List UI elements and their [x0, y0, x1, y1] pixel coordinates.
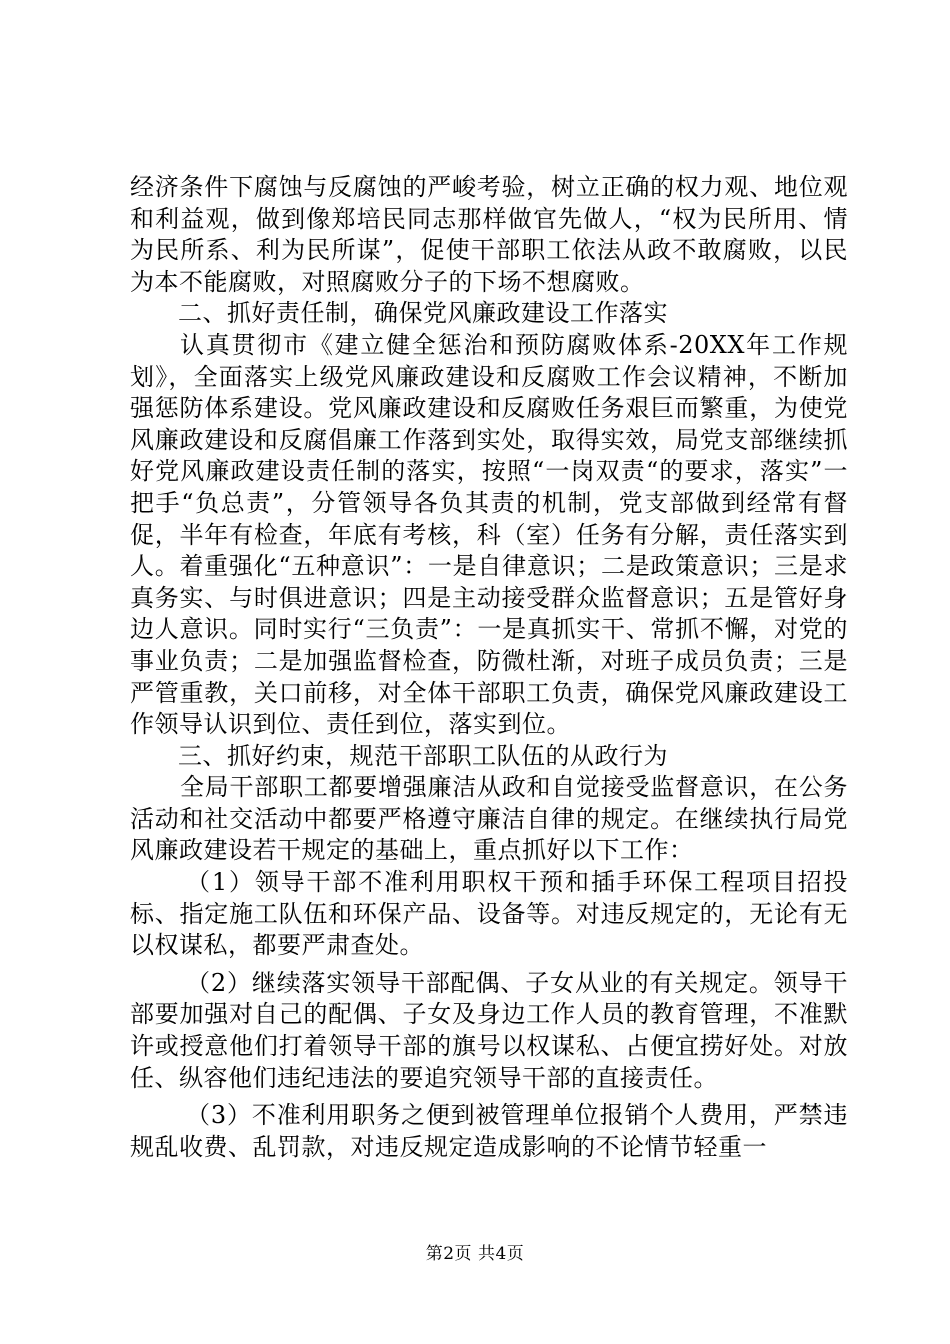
page-number-footer: 第2页 共4页	[425, 1244, 525, 1264]
paragraph-constraints-intro: 全局干部职工都要增强廉洁从政和自觉接受监督意识，在公务活动和社交活动中都要严格遵守廉洁自律的规定。在继续执行局党风廉政建设若干规定的基础上，重点抓好以下工作：	[130, 773, 848, 865]
paragraph-responsibility: 认真贯彻市《建立健全惩治和预防腐败体系-20XX年工作规划》，全面落实上级党风廉政建设和反腐败工作会议精神，不断加强惩防体系建设。党风廉政建设和反腐败任务艰巨而繁重，为使党风廉政建设和反腐倡廉工作落到实处，取得实效，局党支部继续抓好党风廉政建设责任制的落实，按照“一岗双责“的要求，落实”一把手“负总责”，分管领导各负其责的机制，党支部做到经常有督促，半年有检查，年底有考核，科（室）任务有分解，责任落实到人。着重强化“五种意识”：一是自律意识；二是政策意识；三是求真务实、与时俱进意识；四是主动接受群众监督意识；五是管好身边人意识。同时实行“三负责”：一是真抓实干、常抓不懈，对党的事业负责；二是加强监督检查，防微杜渐，对班子成员负责；三是严管重教，关口前移，对全体干部职工负责，确保党风廉政建设工作领导认识到位、责任到位，落实到位。	[130, 330, 848, 739]
list-item-3: （3）不准利用职务之便到被管理单位报销个人费用，严禁违规乱收费、乱罚款，对违反规定造成影响的不论情节轻重一	[130, 1101, 848, 1161]
list-item-2: （2）继续落实领导干部配偶、子女从业的有关规定。领导干部要加强对自己的配偶、子女及身边工作人员的教育管理，不准默许或授意他们打着领导干部的旗号以权谋私、占便宜捞好处。对放任、纵容他们违纪违法的要追究领导干部的直接责任。	[130, 968, 848, 1092]
section-heading-2: 二、抓好责任制，确保党风廉政建设工作落实	[178, 299, 668, 328]
document-body	[130, 172, 848, 1163]
paragraph-continuation: 经济条件下腐蚀与反腐蚀的严峻考验，树立正确的权力观、地位观和利益观，做到像郑培民同志那样做官先做人，“权为民所用、情为民所系、利为民所谋”，促使干部职工依法从政不敢腐败，以民为本不能腐败，对照腐败分子的下场不想腐败。	[130, 173, 848, 296]
section-heading-3: 三、抓好约束，规范干部职工队伍的从政行为	[178, 741, 668, 770]
list-item-1: （1）领导干部不准利用职权干预和插手环保工程项目招投标、指定施工队伍和环保产品、设备等。对违反规定的，无论有无以权谋私，都要严肃查处。	[130, 868, 848, 960]
